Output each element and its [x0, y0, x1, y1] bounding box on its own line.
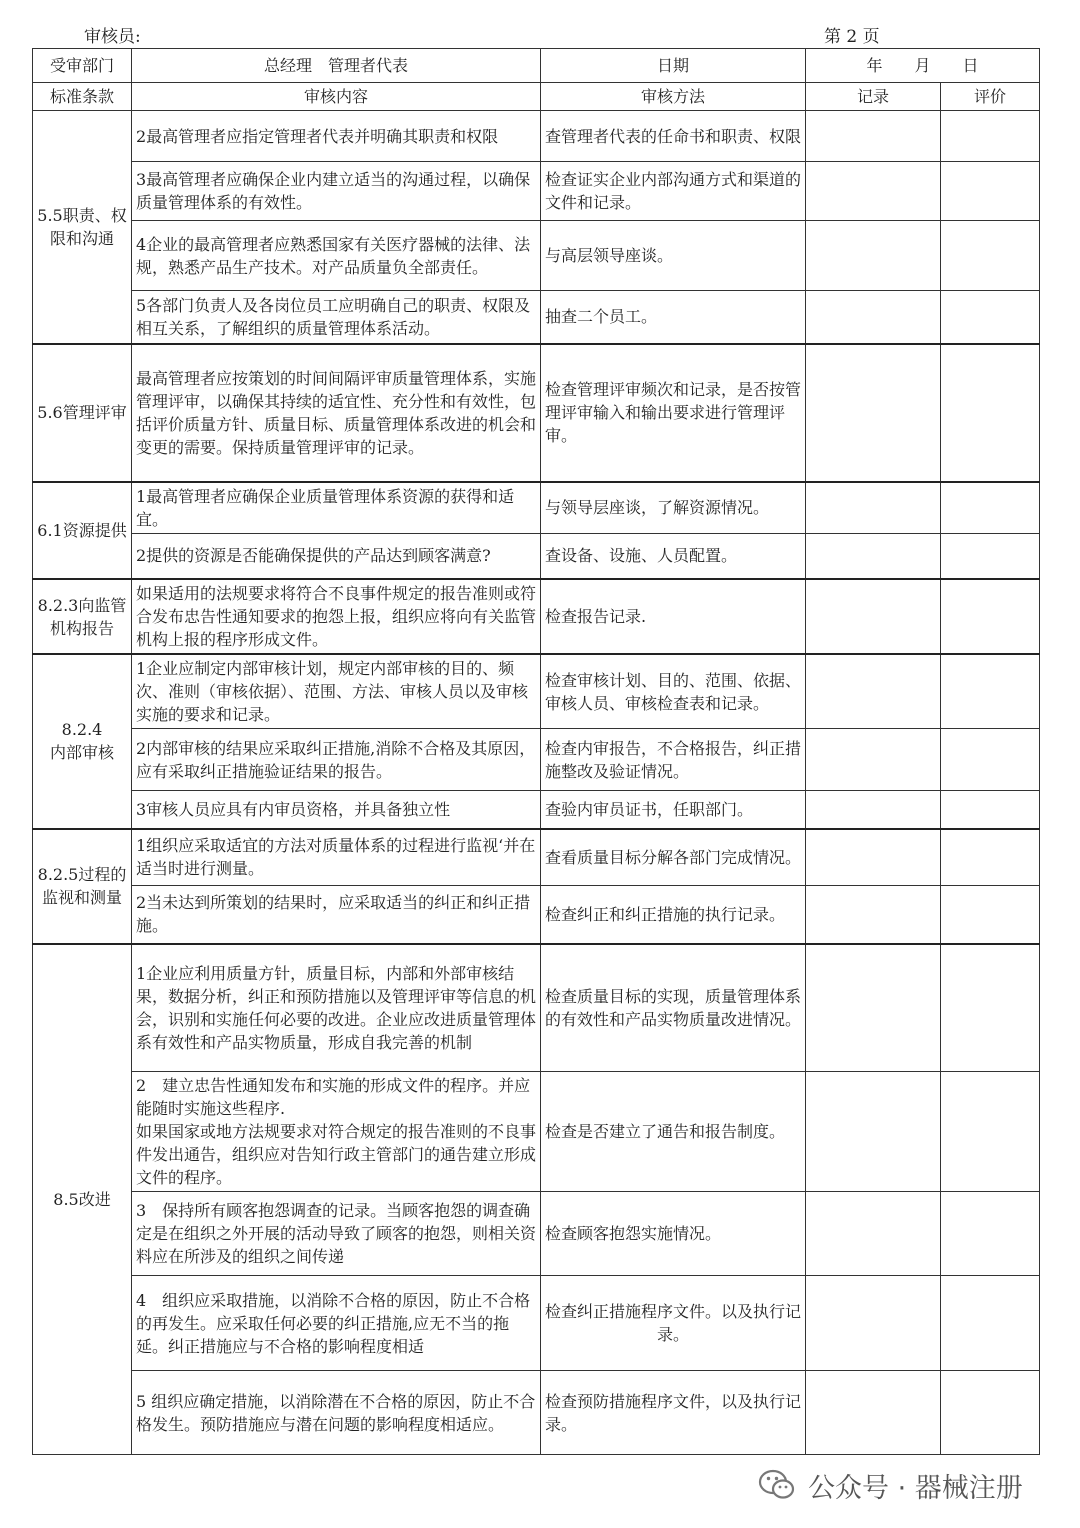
reviewer-label: 审核员:	[84, 27, 141, 47]
content-text-2: 如果国家或地方法规要求对符合规定的报告准则的不良事件发出通告，组织应对告知行政主管部门的通告建立形成文件的程序。	[136, 1122, 537, 1187]
table-row	[33, 729, 1040, 791]
clause-8-2-4-title: 内部审核	[49, 743, 114, 763]
table-row	[33, 221, 1040, 291]
clause-8-2-5: 8.2.5过程的监视和测量	[33, 829, 132, 944]
table-row	[33, 111, 1040, 162]
clause-8-2-3: 8.2.3向监管机构报告	[33, 579, 132, 654]
eval-cell[interactable]	[941, 344, 1040, 482]
eval-cell[interactable]	[941, 482, 1040, 534]
watermark-text: 公众号 · 器械注册	[808, 1472, 1023, 1504]
eval-cell[interactable]	[941, 1192, 1040, 1276]
table-row	[33, 886, 1040, 944]
clause-6-1: 6.1资源提供	[33, 482, 132, 580]
table-row	[33, 944, 1040, 1072]
content-cell: 5各部门负责人及各岗位员工应明确自己的职责、权限及相互关系，了解组织的质量管理体系活动。	[132, 291, 541, 344]
table-row	[33, 291, 1040, 344]
date-value: 年 月 日	[806, 49, 1040, 83]
method-cell: 检查证实企业内部沟通方式和渠道的文件和记录。	[541, 162, 806, 221]
method-cell: 检查是否建立了通告和报告制度。	[541, 1072, 806, 1192]
content-cell: 最高管理者应按策划的时间间隔评审质量管理体系，实施管理评审，以确保其持续的适宜性、充分性和有效性，包括评价质量方针、质量目标、质量管理体系改进的机会和变更的需要。保持质量管理评审的记录。	[132, 344, 541, 482]
content-cell: 4企业的最高管理者应熟悉国家有关医疗器械的法律、法规，熟悉产品生产技术。对产品质量负全部责任。	[132, 221, 541, 291]
clause-5-5: 5.5职责、权限和沟通	[33, 111, 132, 344]
clause-8-5: 8.5改进	[33, 944, 132, 1455]
method-cell: 检查报告记录.	[541, 579, 806, 654]
record-cell[interactable]	[806, 654, 941, 729]
method-cell: 检查质量目标的实现，质量管理体系的有效性和产品实物质量改进情况。	[541, 944, 806, 1072]
content-cell: 1最高管理者应确保企业质量管理体系资源的获得和适宜。	[132, 482, 541, 534]
content-cell: 1组织应采取适宜的方法对质量体系的过程进行监视‘并在适当时进行测量。	[132, 829, 541, 886]
table-row	[33, 482, 1040, 534]
method-cell: 查验内审员证书，任职部门。	[541, 791, 806, 829]
content-cell: 2提供的资源是否能确保提供的产品达到顾客满意?	[132, 533, 541, 579]
method-cell: 检查管理评审频次和记录，是否按管理评审输入和输出要求进行管理评审。	[541, 344, 806, 482]
content-cell: 5 组织应确定措施，以消除潜在不合格的原因，防止不合格发生。预防措施应与潜在问题的影响程度相适应。	[132, 1371, 541, 1455]
method-cell: 与领导层座谈，了解资源情况。	[541, 482, 806, 534]
method-cell: 检查预防措施程序文件，以及执行记录。	[541, 1371, 806, 1455]
eval-cell[interactable]	[941, 1072, 1040, 1192]
record-cell[interactable]	[806, 886, 941, 944]
method-cell: 抽查二个员工。	[541, 291, 806, 344]
record-cell[interactable]	[806, 533, 941, 579]
clause-8-2-4	[33, 654, 132, 829]
record-cell[interactable]	[806, 344, 941, 482]
watermark	[758, 1465, 1023, 1505]
eval-cell[interactable]	[941, 1371, 1040, 1455]
eval-cell[interactable]	[941, 944, 1040, 1072]
content-text: 2 建立忠告性通知发布和实施的形成文件的程序。并应能随时实施这些程序.	[136, 1076, 531, 1118]
table-row	[33, 162, 1040, 221]
table-row	[33, 654, 1040, 729]
eval-cell[interactable]	[941, 729, 1040, 791]
eval-cell[interactable]	[941, 221, 1040, 291]
table-row	[33, 1192, 1040, 1276]
col-content: 审核内容	[132, 83, 541, 111]
method-cell: 查管理者代表的任命书和职责、权限	[541, 111, 806, 162]
eval-cell[interactable]	[941, 886, 1040, 944]
eval-cell[interactable]	[941, 1276, 1040, 1371]
method-cell: 检查纠正和纠正措施的执行记录。	[541, 886, 806, 944]
record-cell[interactable]	[806, 944, 941, 1072]
page-number: 第 2 页	[824, 27, 880, 47]
method-cell: 检查纠正措施程序文件。以及执行记录。	[541, 1276, 806, 1371]
record-cell[interactable]	[806, 162, 941, 221]
content-cell: 3审核人员应具有内审员资格，并具备独立性	[132, 791, 541, 829]
dept-value	[132, 49, 541, 83]
content-cell	[132, 1072, 541, 1192]
col-eval: 评价	[941, 83, 1040, 111]
content-cell: 2当未达到所策划的结果时，应采取适当的纠正和纠正措施。	[132, 886, 541, 944]
record-cell[interactable]	[806, 729, 941, 791]
table-row	[33, 579, 1040, 654]
table-row	[33, 344, 1040, 482]
method-cell: 查看质量目标分解各部门完成情况。	[541, 829, 806, 886]
method-cell: 检查顾客抱怨实施情况。	[541, 1192, 806, 1276]
table-row	[33, 1276, 1040, 1371]
record-cell[interactable]	[806, 1371, 941, 1455]
eval-cell[interactable]	[941, 291, 1040, 344]
clause-5-6: 5.6管理评审	[33, 344, 132, 482]
clause-8-2-4-number: 8.2.4	[61, 720, 103, 740]
record-cell[interactable]	[806, 221, 941, 291]
wechat-icon	[758, 1468, 796, 1502]
record-cell[interactable]	[806, 1192, 941, 1276]
content-cell: 4 组织应采取措施，以消除不合格的原因，防止不合格的再发生。应采取任何必要的纠正措施,应无不当的拖延。纠正措施应与不合格的影响程度相适	[132, 1276, 541, 1371]
content-cell: 2最高管理者应指定管理者代表并明确其职责和权限	[132, 111, 541, 162]
header-row	[33, 49, 1040, 83]
content-cell: 1企业应利用质量方针，质量目标，内部和外部审核结果，数据分析，纠正和预防措施以及管理评审等信息的机会，识别和实施任何必要的改进。企业应改进质量管理体系有效性和产品实物质量，形成自我完善的机制	[132, 944, 541, 1072]
eval-cell[interactable]	[941, 791, 1040, 829]
content-cell: 1企业应制定内部审核计划，规定内部审核的目的、频次、准则（审核依据）、范围、方法、审核人员以及审核实施的要求和记录。	[132, 654, 541, 729]
content-cell: 如果适用的法规要求将符合不良事件规定的报告准则或符合发布忠告性通知要求的抱怨上报，组织应将向有关监管机构上报的程序形成文件。	[132, 579, 541, 654]
eval-cell[interactable]	[941, 654, 1040, 729]
column-header-row	[33, 83, 1040, 111]
dept-value-text: 总经理 管理者代表	[263, 56, 408, 75]
record-cell[interactable]	[806, 1276, 941, 1371]
col-clause: 标准条款	[33, 83, 132, 111]
method-cell: 检查内审报告，不合格报告，纠正措施整改及验证情况。	[541, 729, 806, 791]
content-cell: 2内部审核的结果应采取纠正措施,消除不合格及其原因，应有采取纠正措施验证结果的报告。	[132, 729, 541, 791]
dept-label: 受审部门	[33, 49, 132, 83]
method-cell: 查设备、设施、人员配置。	[541, 533, 806, 579]
table-row	[33, 829, 1040, 886]
record-cell[interactable]	[806, 579, 941, 654]
record-cell[interactable]	[806, 291, 941, 344]
record-cell[interactable]	[806, 829, 941, 886]
audit-checklist-table	[32, 48, 1040, 1455]
eval-cell[interactable]	[941, 579, 1040, 654]
table-row	[33, 1072, 1040, 1192]
eval-cell[interactable]	[941, 111, 1040, 162]
record-cell[interactable]	[806, 1072, 941, 1192]
method-cell: 检查审核计划、目的、范围、依据、审核人员、审核检查表和记录。	[541, 654, 806, 729]
col-method: 审核方法	[541, 83, 806, 111]
eval-cell[interactable]	[941, 162, 1040, 221]
content-cell: 3 保持所有顾客抱怨调查的记录。当顾客抱怨的调查确定是在组织之外开展的活动导致了顾客的抱怨，则相关资料应在所涉及的组织之间传递	[132, 1192, 541, 1276]
col-record: 记录	[806, 83, 941, 111]
table-row	[33, 1371, 1040, 1455]
eval-cell[interactable]	[941, 829, 1040, 886]
eval-cell[interactable]	[941, 533, 1040, 579]
content-cell: 3最高管理者应确保企业内建立适当的沟通过程，以确保质量管理体系的有效性。	[132, 162, 541, 221]
record-cell[interactable]	[806, 791, 941, 829]
record-cell[interactable]	[806, 482, 941, 534]
date-label: 日期	[541, 49, 806, 83]
method-cell: 与高层领导座谈。	[541, 221, 806, 291]
record-cell[interactable]	[806, 111, 941, 162]
table-row	[33, 533, 1040, 579]
table-row	[33, 791, 1040, 829]
